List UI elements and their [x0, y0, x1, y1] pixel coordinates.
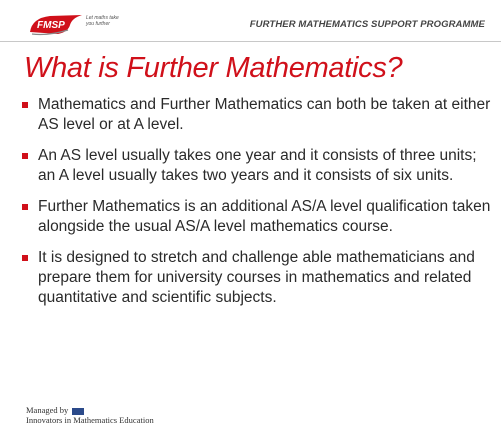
managed-by-label: Managed by: [26, 405, 69, 415]
bullet-text: Further Mathematics is an additional AS/A level qualification taken alongside the usual AS/A level mathematics course.: [38, 198, 491, 235]
bullet-square-icon: [22, 204, 28, 210]
bullet-text: An AS level usually takes one year and it consists of three units; an A level usually takes two years and it consists of six units.: [38, 147, 477, 184]
mei-logo-icon: [72, 408, 84, 415]
bullet-text: It is designed to stretch and challenge able mathematicians and prepare them for university courses in mathematics and related quantitative and scientific subjects.: [38, 249, 475, 306]
slide-footer: [26, 405, 154, 425]
bullet-square-icon: [22, 255, 28, 261]
bullet-text: Mathematics and Further Mathematics can both be taken at either AS level or at A level.: [38, 96, 491, 133]
logo-text: FMSP: [37, 20, 65, 31]
bullet-item: [16, 248, 496, 308]
programme-name: FURTHER MATHEMATICS SUPPORT PROGRAMME: [249, 19, 485, 30]
header-divider: [0, 41, 501, 42]
bullet-item: [16, 197, 496, 237]
fmsp-logo: [28, 12, 128, 38]
bullet-list: [16, 95, 496, 319]
slide-title: What is Further Mathematics?: [24, 52, 403, 84]
bullet-item: [16, 95, 496, 135]
bullet-square-icon: [22, 102, 28, 108]
bullet-item: [16, 146, 496, 186]
bullet-square-icon: [22, 153, 28, 159]
logo-tagline: Let maths take you further: [86, 15, 119, 27]
org-name: Innovators in Mathematics Education: [26, 415, 154, 425]
slide-header: [0, 0, 501, 50]
